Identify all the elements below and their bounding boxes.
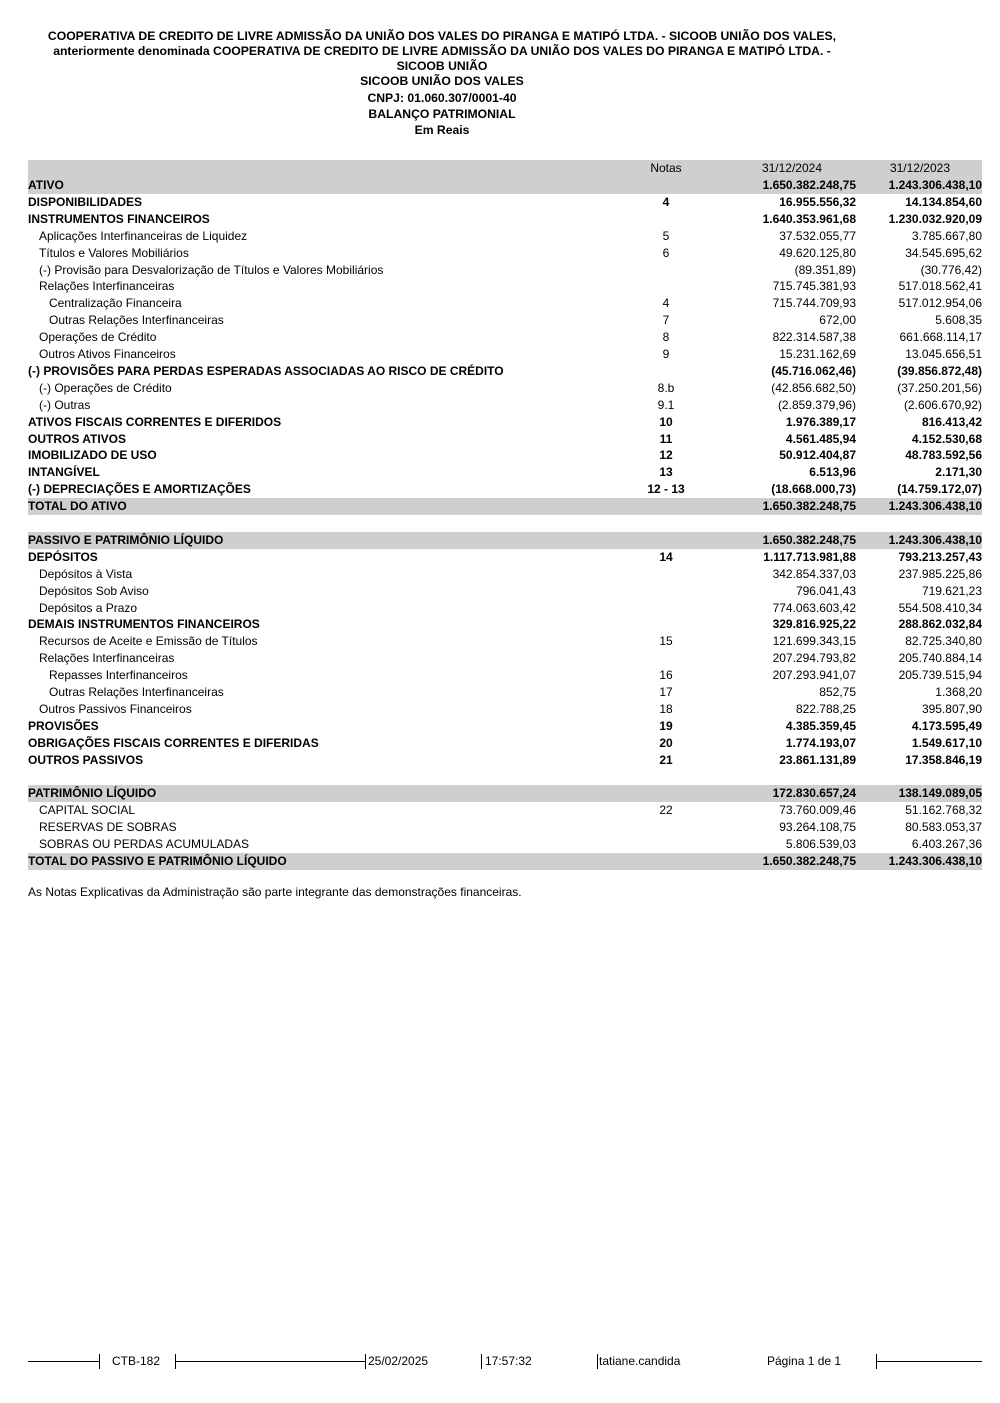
row-label: Relações Interfinanceiras [39,651,175,666]
row-label: DEPÓSITOS [28,549,98,564]
row-label: Centralização Financeira [49,296,182,311]
footer-tick [99,1354,100,1369]
row-value-2023: 517.018.562,41 [898,279,982,294]
table-row [28,228,982,245]
row-value-2023: 34.545.695,62 [905,245,982,260]
table-row [28,600,982,617]
row-label: Repasses Interfinanceiros [49,668,188,683]
row-notes: 9 [662,347,670,361]
row-label: DEMAIS INSTRUMENTOS FINANCEIROS [28,617,260,632]
table-row [28,211,982,228]
row-value-2023: 6.403.267,36 [911,837,982,852]
row-value-2023: 4.152.530,68 [911,431,982,446]
table-row [28,701,982,718]
footer-page-number: Página 1 de 1 [767,1354,842,1368]
row-value-2024: 1.774.193,07 [785,735,856,750]
currency-note: Em Reais [414,123,470,137]
row-notes: 9.1 [657,397,675,412]
row-notes: 8 [662,330,670,345]
table-row [28,785,982,802]
row-label: (-) Outras [39,397,91,412]
company-name-line-3: SICOOB UNIÃO [396,59,488,73]
row-value-2023: 4.173.595,49 [911,718,982,733]
table-row [28,194,982,211]
table-row [28,481,982,498]
row-value-2024: 121.699.343,15 [772,634,856,649]
row-label: INSTRUMENTOS FINANCEIROS [28,211,210,226]
row-label: INTANGÍVEL [28,465,100,480]
table-row [28,278,982,295]
row-value-2023: (37.250.201,56) [897,380,982,395]
cnpj: CNPJ: 01.060.307/0001-40 [367,91,517,105]
row-label: (-) PROVISÕES PARA PERDAS ESPERADAS ASSOCIADAS AO RISCO DE CRÉDITO [28,363,504,378]
row-notes: 22 [659,803,673,818]
table-row [28,752,982,769]
row-label: CAPITAL SOCIAL [39,803,136,818]
row-value-2023: 1.243.306.438,10 [888,854,982,868]
row-label: OUTROS ATIVOS [28,431,127,446]
row-value-2023: 205.740.884,14 [898,651,982,666]
table-row [28,684,982,701]
row-value-2023: 51.162.768,32 [905,803,982,818]
row-value-2023: 14.134.854,60 [905,194,982,209]
row-value-2024: 329.816.925,22 [772,617,856,632]
row-label: (-) Operações de Crédito [39,380,172,395]
row-value-2023: 48.783.592,56 [905,448,982,463]
row-value-2023: 1.368,20 [935,685,982,699]
row-value-2023: 1.230.032.920,09 [888,211,982,226]
row-value-2024: 342.854.337,03 [772,566,856,581]
row-value-2023: 2.171,30 [935,465,982,480]
row-value-2024: 6.513,96 [809,465,856,480]
row-value-2024: (45.716.062,46) [771,363,856,378]
row-notes: 10 [659,414,673,429]
row-notes: 12 - 13 [647,482,685,497]
row-value-2023: 1.243.306.438,10 [888,532,982,547]
company-name-line-2: anteriormente denominada COOPERATIVA DE CREDITO DE LIVRE ADMISSÃO DA UNIÃO DOS VALES DO PIRANGA E MATIPÓ LTDA. - [53,44,831,58]
row-value-2024: 1.650.382.248,75 [762,499,856,514]
column-header-2024: 31/12/2024 [761,161,822,175]
row-label: TOTAL DO PASSIVO E PATRIMÔNIO LÍQUIDO [28,854,287,868]
row-notes: 15 [659,634,673,649]
table-row [28,447,982,464]
row-label: PROVISÕES [28,718,99,733]
row-value-2023: 1.243.306.438,10 [888,178,982,192]
row-value-2023: 288.862.032,84 [898,617,982,632]
row-notes: 5 [662,228,670,243]
row-value-2024: 49.620.125,80 [779,245,856,260]
footer-time: 17:57:32 [485,1354,532,1368]
column-header-2023: 31/12/2023 [889,161,950,175]
row-value-2023: 237.985.225,86 [898,566,982,581]
row-value-2024: 796.041,43 [795,583,856,598]
row-notes: 11 [659,431,673,446]
row-label: Outras Relações Interfinanceiras [49,685,224,699]
table-row [28,650,982,667]
row-label: IMOBILIZADO DE USO [28,448,157,463]
row-notes: 4 [662,296,670,311]
row-value-2024: 172.830.657,24 [772,786,856,801]
table-row [28,566,982,583]
row-value-2024: 715.744.709,93 [772,296,856,311]
row-label: Outras Relações Interfinanceiras [49,313,224,328]
table-row [28,802,982,819]
row-label: ATIVO [28,178,64,192]
row-label: TOTAL DO ATIVO [28,499,127,514]
row-value-2024: (2.859.379,96) [777,397,856,412]
row-value-2023: 3.785.667,80 [911,228,982,243]
row-notes: 20 [659,735,673,750]
row-value-2023: 82.725.340,80 [905,634,982,649]
table-row [28,464,982,481]
row-value-2024: 5.806.539,03 [785,837,856,852]
row-value-2023: 1.549.617,10 [911,735,982,750]
row-notes: 17 [659,685,673,699]
row-value-2024: 73.760.009,46 [779,803,856,818]
row-value-2024: 822.788,25 [795,701,856,716]
row-value-2024: (89.351,89) [794,262,856,277]
row-notes: 13 [659,465,673,480]
table-header-row [28,160,982,177]
row-notes: 12 [659,448,673,463]
row-value-2024: 1.640.353.961,68 [762,211,856,226]
row-value-2024: (42.856.682,50) [771,380,856,395]
row-value-2024: 774.063.603,42 [772,600,856,615]
row-value-2024: 50.912.404,87 [779,448,856,463]
row-value-2023: 816.413,42 [921,414,982,429]
table-row [28,667,982,684]
row-value-2023: (14.759.172,07) [897,482,982,497]
table-row [28,853,982,870]
row-value-2023: (30.776,42) [920,262,982,277]
row-value-2024: 1.117.713.981,88 [763,549,856,564]
row-value-2023: 517.012.954,06 [898,296,982,311]
footer-user: tatiane.candida [599,1354,681,1368]
company-name-line-1: COOPERATIVA DE CREDITO DE LIVRE ADMISSÃO DA UNIÃO DOS VALES DO PIRANGA E MATIPÓ LTDA. - SICOOB UNIÃO DOS VALES, [47,29,837,43]
row-label: Depósitos a Prazo [39,600,138,615]
row-label: Outros Passivos Financeiros [39,701,192,716]
row-label: DISPONIBILIDADES [28,194,143,209]
table-row [28,718,982,735]
row-notes: 4 [662,194,670,209]
row-value-2023: 17.358.846,19 [905,752,982,767]
row-value-2024: 16.955.556,32 [779,194,856,209]
row-notes: 8.b [657,380,675,395]
row-label: Outros Ativos Financeiros [39,347,176,361]
table-row [28,532,982,549]
row-value-2024: 672,00 [819,313,856,328]
row-notes: 21 [659,752,673,767]
row-notes: 6 [662,245,670,260]
row-label: Aplicações Interfinanceiras de Liquidez [39,228,248,243]
table-row [28,735,982,752]
row-notes: 18 [659,701,673,716]
table-row [28,245,982,262]
row-label: RESERVAS DE SOBRAS [39,820,177,835]
row-value-2024: 1.650.382.248,75 [762,178,856,192]
table-row [28,363,982,380]
row-label: SOBRAS OU PERDAS ACUMULADAS [39,837,250,852]
row-label: PASSIVO E PATRIMÔNIO LÍQUIDO [28,532,224,547]
row-value-2024: 4.385.359,45 [785,718,856,733]
table-row [28,836,982,853]
table-row [28,431,982,448]
row-label: Títulos e Valores Mobiliários [39,245,189,260]
footer-tick [481,1354,482,1369]
row-label: Operações de Crédito [39,330,157,345]
table-row [28,414,982,431]
footer-tick [365,1354,366,1369]
row-label: (-) DEPRECIAÇÕES E AMORTIZAÇÕES [28,482,251,497]
row-value-2024: 715.745.381,93 [772,279,856,294]
row-value-2024: 207.294.793,82 [772,651,856,666]
row-notes: 7 [662,313,670,328]
row-notes: 14 [659,549,673,564]
row-value-2023: (39.856.872,48) [897,363,982,378]
row-value-2023: 661.668.114,17 [899,330,982,345]
table-row [28,295,982,312]
row-value-2023: (2.606.670,92) [903,397,982,412]
row-label: OUTROS PASSIVOS [28,752,144,767]
table-row [28,549,982,566]
footer-line [175,1361,365,1362]
row-value-2023: 5.608,35 [935,313,982,328]
footer-date: 25/02/2025 [368,1354,429,1368]
footnote: As Notas Explicativas da Administração são parte integrante das demonstrações financeiras. [28,885,522,899]
table-row [28,329,982,346]
row-label: (-) Provisão para Desvalorização de Títulos e Valores Mobiliários [39,262,384,277]
row-value-2024: 1.650.382.248,75 [762,854,856,868]
table-row [28,346,982,363]
row-value-2023: 1.243.306.438,10 [888,499,982,514]
row-notes: 16 [659,668,673,683]
row-value-2024: 15.231.162,69 [779,347,856,361]
row-value-2024: 822.314.587,38 [772,330,856,345]
row-value-2023: 13.045.656,51 [905,347,982,361]
table-row [28,819,982,836]
row-value-2023: 793.213.257,43 [898,549,982,564]
row-value-2024: 4.561.485,94 [785,431,856,446]
row-value-2024: 23.861.131,89 [779,752,856,767]
row-value-2024: 1.650.382.248,75 [762,532,856,547]
company-short-name: SICOOB UNIÃO DOS VALES [360,74,524,88]
table-row [28,380,982,397]
row-value-2024: 1.976.389,17 [785,414,856,429]
row-value-2024: 207.293.941,07 [772,668,856,683]
footer-report-code: CTB-182 [112,1354,161,1368]
table-row [28,498,982,515]
footer-line [876,1361,982,1362]
row-value-2023: 719.621,23 [921,583,982,598]
table-row [28,312,982,329]
row-label: PATRIMÔNIO LÍQUIDO [28,786,157,801]
row-label: Relações Interfinanceiras [39,279,175,294]
table-row [28,262,982,279]
row-notes: 19 [659,718,673,733]
row-value-2024: 93.264.108,75 [779,820,856,835]
row-value-2023: 205.739.515,94 [898,668,982,683]
table-row [28,177,982,194]
row-label: Depósitos à Vista [39,566,133,581]
table-row [28,616,982,633]
row-value-2023: 80.583.053,37 [905,820,982,835]
row-value-2024: 852,75 [819,685,856,699]
row-label: OBRIGAÇÕES FISCAIS CORRENTES E DIFERIDAS [28,735,319,750]
row-label: Recursos de Aceite e Emissão de Títulos [39,634,258,649]
row-value-2024: (18.668.000,73) [771,482,856,497]
footer-tick [597,1354,598,1369]
row-value-2024: 37.532.055,77 [779,228,856,243]
table-row [28,583,982,600]
row-label: Depósitos Sob Aviso [39,583,149,598]
footer-line [28,1361,99,1362]
document-title: BALANÇO PATRIMONIAL [368,107,516,121]
column-header-notes: Notas [650,161,682,175]
table-row [28,397,982,414]
table-row [28,633,982,650]
row-value-2023: 395.807,90 [921,701,982,716]
row-value-2023: 138.149.089,05 [898,786,982,801]
row-label: ATIVOS FISCAIS CORRENTES E DIFERIDOS [28,414,282,429]
row-value-2023: 554.508.410,34 [898,600,982,615]
